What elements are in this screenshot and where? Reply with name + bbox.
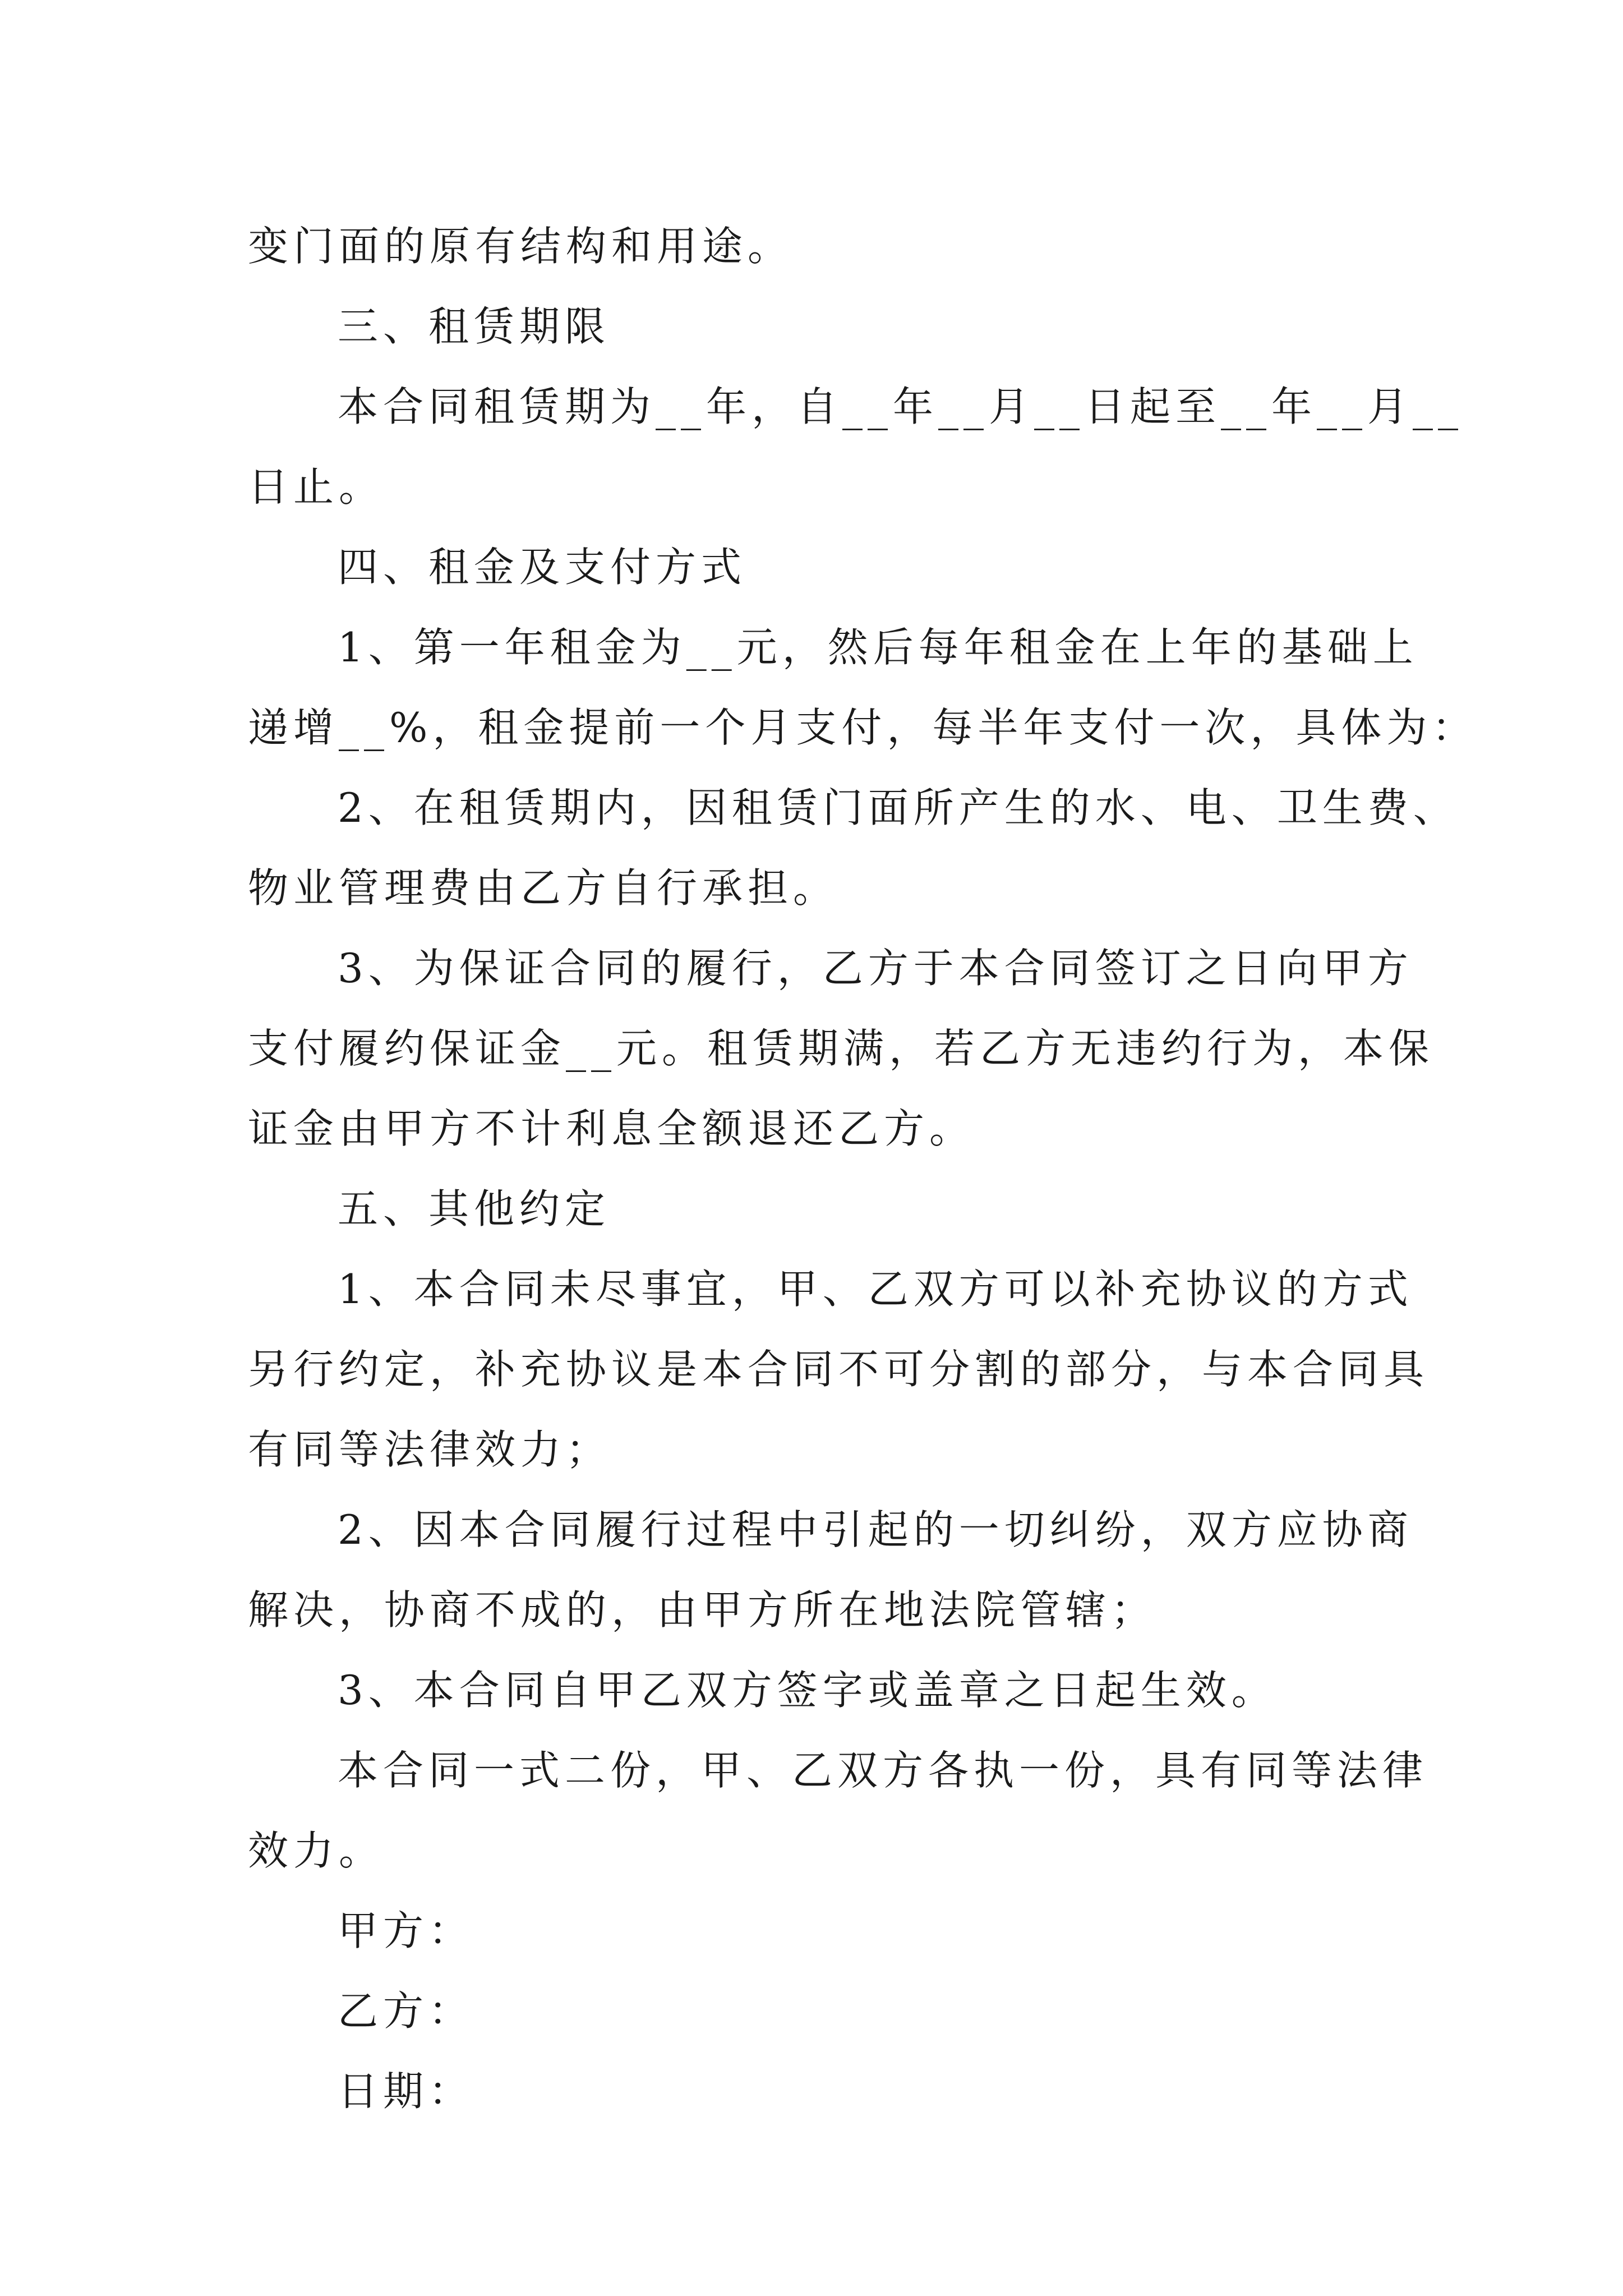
heading-text: 四、租金及支付方式 xyxy=(338,544,747,591)
heading-text: 三、租赁期限 xyxy=(338,303,611,350)
paragraph-rent-2 xyxy=(248,768,1459,928)
heading-text: 五、其他约定 xyxy=(338,1185,611,1232)
text-line: 2、因本合同履行过程中引起的一切纠纷，双方应协商 xyxy=(338,1506,1413,1553)
section-heading-rent-payment xyxy=(248,527,1392,608)
signature-label: 日期： xyxy=(338,2068,474,2115)
text-line: 1、本合同未尽事宜，甲、乙双方可以补充协议的方式 xyxy=(338,1266,1413,1313)
text-line: 效力。 xyxy=(248,1827,385,1874)
text-line: 1、第一年租金为__元，然后每年租金在上年的基础上 xyxy=(338,624,1418,671)
paragraph-rent-1 xyxy=(248,608,1478,768)
section-heading-other-terms xyxy=(248,1169,1392,1249)
signature-label: 乙方： xyxy=(338,1987,474,2035)
text-line: 支付履约保证金__元。租赁期满，若乙方无违约行为，本保 xyxy=(248,1025,1435,1072)
text-line: 3、本合同自甲乙双方签字或盖章之日起生效。 xyxy=(338,1667,1277,1714)
paragraph-lease-term xyxy=(248,367,1464,527)
section-heading-lease-term xyxy=(248,287,1392,367)
paragraph-other-1 xyxy=(248,1249,1430,1490)
signature-label: 甲方： xyxy=(338,1907,474,1954)
text-line: 本合同一式二份，甲、乙双方各执一份，具有同等法律 xyxy=(338,1747,1428,1794)
text-line: 本合同租赁期为__年，自__年__月__日起至__年__月__ xyxy=(338,383,1464,430)
line-continuation: 变门面的原有结构和用途。 xyxy=(248,223,794,270)
text-line: 物业管理费由乙方自行承担。 xyxy=(248,864,839,912)
text-line: 2、在租赁期内，因租赁门面所产生的水、电、卫生费、 xyxy=(338,784,1459,831)
signature-party-b xyxy=(248,1971,1392,2051)
text-line: 证金由甲方不计利息全额退还乙方。 xyxy=(248,1105,975,1152)
text-line: 3、为保证合同的履行，乙方于本合同签订之日向甲方 xyxy=(338,945,1413,992)
contract-body xyxy=(248,206,1478,2132)
text-line: 解决，协商不成的，由甲方所在地法院管辖； xyxy=(248,1586,1157,1634)
text-line: 另行约定，补充协议是本合同不可分割的部分，与本合同具 xyxy=(248,1346,1430,1393)
paragraph-other-2 xyxy=(248,1490,1413,1650)
paragraph-other-3 xyxy=(248,1650,1392,1731)
signature-date xyxy=(248,2051,1392,2132)
paragraph-copies xyxy=(248,1731,1428,1891)
signature-party-a xyxy=(248,1891,1392,1971)
text-line xyxy=(248,206,1392,287)
text-line: 递增__%，租金提前一个月支付，每半年支付一次，具体为： xyxy=(248,704,1478,751)
text-line: 有同等法律效力； xyxy=(248,1426,612,1473)
text-line: 日止。 xyxy=(248,463,385,510)
paragraph-rent-3 xyxy=(248,928,1435,1169)
